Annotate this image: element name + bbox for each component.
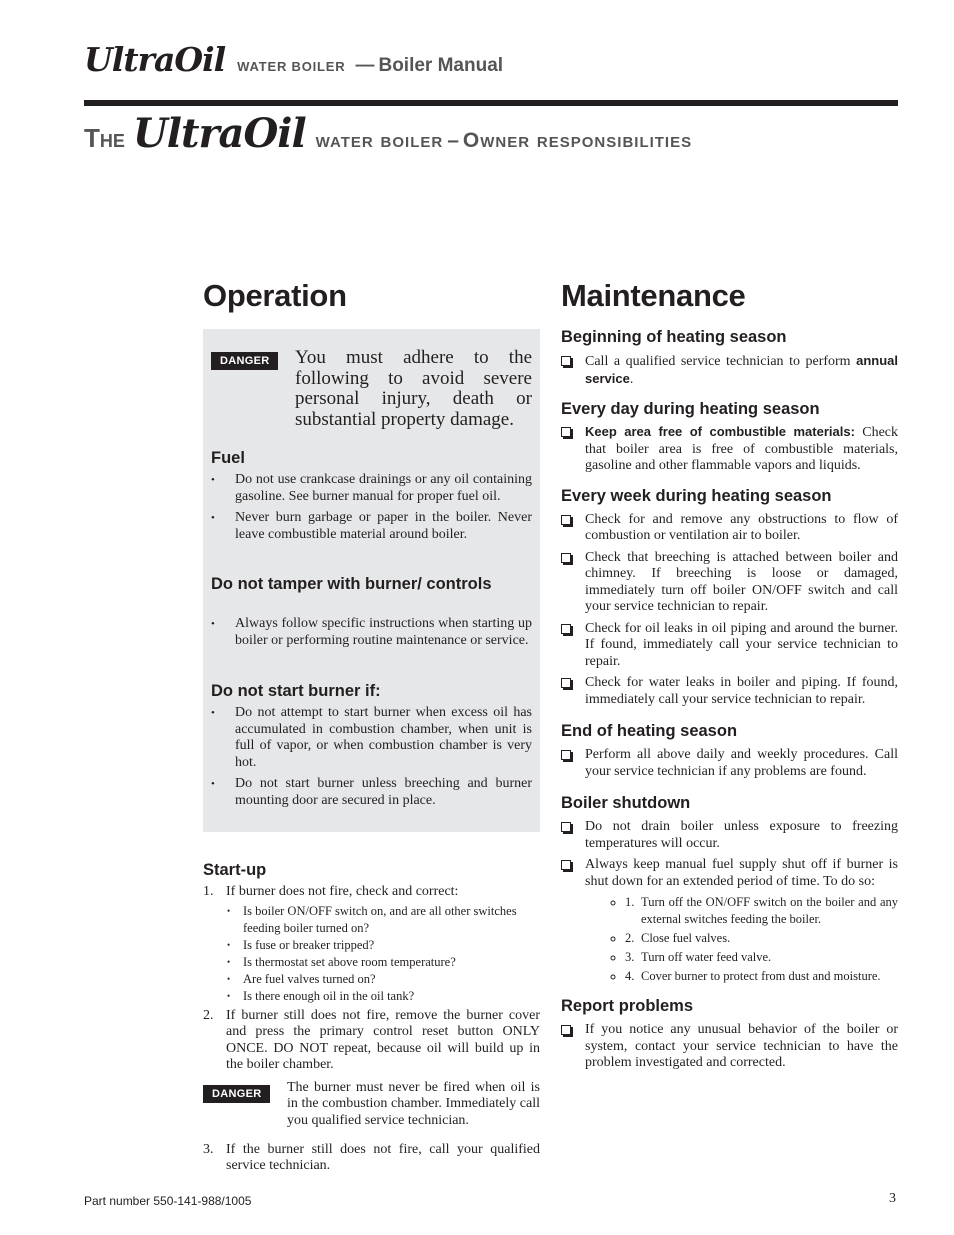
danger-badge: DANGER	[203, 1084, 270, 1103]
title-dash: –	[447, 129, 459, 152]
checkbox-icon	[561, 750, 571, 760]
end-heading: End of heating season	[561, 722, 738, 740]
list-item: Check for oil leaks in oil piping and around the burner. If found, immediately call your service technician to repair.	[561, 621, 898, 671]
maintenance-content	[561, 328, 898, 1077]
startup-steps	[203, 884, 540, 1175]
list-item: • Do not start burner unless breeching and burner mounting door are secured in place.	[211, 776, 532, 809]
startup-step-2: 2. If burner still does not fire, remove the burner cover and press the primary control reset button ONLY ONCE. DO NOT repeat, because oil will build up in the boiler chamber.	[203, 1007, 540, 1072]
checkbox-icon	[561, 356, 571, 366]
list-item: Always keep manual fuel supply shut off if burner is shut down for an extended period of time. To do so: ◦ 1. Turn off the ON/OFF switch on the boiler and any external switches feeding the boiler. ◦ 2. Close fuel valves. ◦ 3. Turn off water feed valve. ◦ 4. Cover burner to protect from dust and moisture.	[561, 857, 898, 985]
checkbox-icon	[561, 553, 571, 563]
everyday-list	[561, 424, 898, 475]
operation-danger-panel	[203, 329, 540, 832]
startup-checklist	[227, 903, 540, 1005]
startup-danger-text: The burner must never be fired when oil is in the combustion chamber. Immediately call you qualified service technician.	[287, 1079, 540, 1128]
product-label: WATER BOILER	[237, 59, 346, 74]
everyweek-heading: Every week during heating season	[561, 486, 832, 505]
nostart-list	[211, 705, 532, 814]
beginning-heading: Beginning of heating season	[561, 328, 787, 346]
checkbox-icon	[561, 822, 571, 832]
manual-header	[84, 40, 503, 79]
shutdown-heading: Boiler shutdown	[561, 794, 691, 812]
list-item: ◦ 4. Cover burner to protect from dust and moisture.	[625, 968, 898, 985]
list-item: • Is there enough oil in the oil tank?	[227, 988, 540, 1005]
title-brand-logo: UltraOil	[132, 110, 306, 157]
page-title	[84, 110, 692, 157]
tamper-heading: Do not tamper with burner/ controls	[211, 575, 492, 593]
nostart-heading: Do not start burner if:	[211, 682, 381, 700]
header-rule	[84, 100, 898, 106]
everyweek-list	[561, 512, 898, 709]
startup-step-1: 1. If burner does not fire, check and correct:	[203, 884, 459, 899]
report-heading: Report problems	[561, 997, 694, 1015]
list-item: ◦ 3. Turn off water feed valve.	[625, 949, 898, 966]
fuel-heading: Fuel	[211, 449, 245, 467]
list-item: Call a qualified service technician to perform annual service.	[561, 353, 898, 388]
page-number: 3	[889, 1191, 896, 1206]
list-item: • Are fuel valves turned on?	[227, 971, 540, 988]
list-item: Do not drain boiler unless exposure to freezing temperatures will occur.	[561, 819, 898, 852]
beginning-list	[561, 353, 898, 388]
list-item: • Do not attempt to start burner when excess oil has accumulated in combustion chamber, when unit is full of vapor, or when combustion chamber is very hot.	[211, 705, 532, 771]
checkbox-icon	[561, 678, 571, 688]
list-item: ◦ 1. Turn off the ON/OFF switch on the boiler and any external switches feeding the boiler.	[625, 894, 898, 928]
fuel-list	[211, 472, 532, 548]
end-list	[561, 747, 898, 780]
tamper-list	[211, 616, 532, 654]
report-list	[561, 1022, 898, 1072]
list-item: • Is thermostat set above room temperature?	[227, 954, 540, 971]
list-item: Check for and remove any obstructions to flow of combustion or ventilation air to boiler.	[561, 512, 898, 545]
list-item: • Never burn garbage or paper in the boiler. Never leave combustible material around boiler.	[211, 510, 532, 543]
manual-title: Boiler Manual	[378, 55, 504, 76]
checkbox-icon	[561, 860, 571, 870]
operation-heading: Operation	[203, 278, 347, 313]
header-dash: —	[355, 55, 375, 76]
title-the: The	[84, 123, 125, 153]
list-item: Check that breeching is attached between boiler and chimney. If breeching is loose or damaged, immediately turn off boiler ON/OFF switch and call your service technician to repair.	[561, 550, 898, 616]
everyday-heading: Every day during heating season	[561, 400, 820, 418]
part-number: Part number 550-141-988/1005	[84, 1194, 252, 1208]
startup-heading: Start-up	[203, 861, 267, 879]
shutdown-list	[561, 819, 898, 985]
checkbox-icon	[561, 515, 571, 525]
list-item: If you notice any unusual behavior of the boiler or system, contact your service technician to have the problem investigated and corrected.	[561, 1022, 898, 1072]
list-item: Perform all above daily and weekly procedures. Call your service technician if any problems are found.	[561, 747, 898, 780]
title-product: water boiler	[315, 129, 444, 152]
maintenance-heading: Maintenance	[561, 278, 746, 313]
danger-badge: DANGER	[211, 351, 278, 370]
list-item: Keep area free of combustible materials: Check that boiler area is free of combustible materials, gasoline and other flammable vapors and liquids.	[561, 424, 898, 475]
startup-danger	[203, 1079, 540, 1142]
startup-step-3: 3. If the burner still does not fire, call your qualified service technician.	[203, 1141, 540, 1173]
list-item: • Always follow specific instructions when starting up boiler or performing routine maintenance or service.	[211, 616, 532, 649]
list-item: Check for water leaks in boiler and piping. If found, immediately call your service technician to repair.	[561, 675, 898, 708]
checkbox-icon	[561, 427, 571, 437]
title-owner: Owner responsibilities	[462, 129, 693, 152]
list-item: • Is boiler ON/OFF switch on, and are all other switches feeding boiler turned on?	[227, 903, 540, 937]
danger-warning-text: You must adhere to the following to avoid severe personal injury, death or substantial property damage.	[295, 347, 532, 430]
list-item: • Do not use crankcase drainings or any oil containing gasoline. See burner manual for proper fuel oil.	[211, 472, 532, 505]
checkbox-icon	[561, 1025, 571, 1035]
list-item: • Is fuse or breaker tripped?	[227, 937, 540, 954]
list-item: ◦ 2. Close fuel valves.	[625, 930, 898, 947]
checkbox-icon	[561, 624, 571, 634]
shutdown-steps	[585, 894, 898, 985]
brand-logo: UltraOil	[84, 40, 226, 79]
